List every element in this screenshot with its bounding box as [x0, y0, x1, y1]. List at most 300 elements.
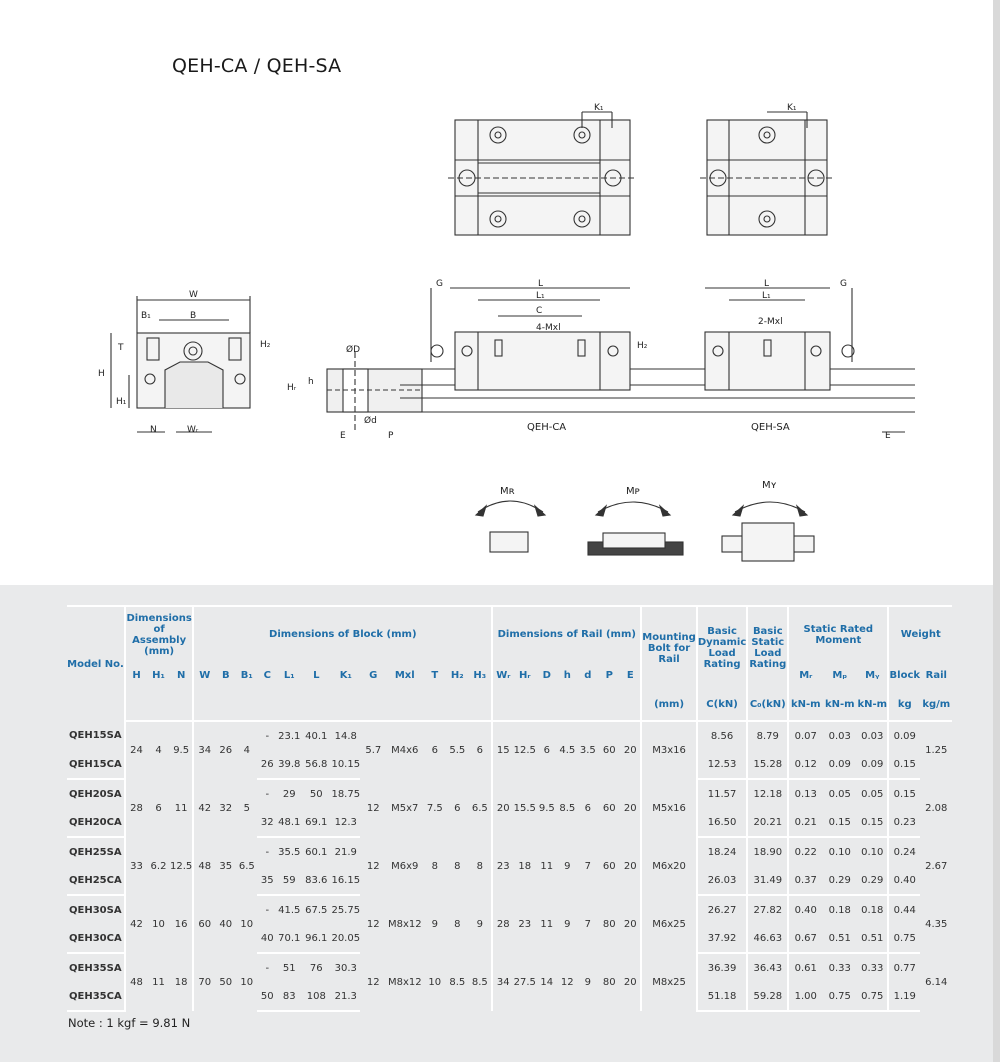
cell-l1: 41.5: [278, 904, 301, 916]
cell-h3: 6: [476, 745, 483, 756]
spec-table-body: [67, 721, 952, 1011]
unit-mr: kN-m: [788, 689, 822, 721]
cell-t: 8: [431, 860, 438, 872]
col-e: E: [626, 670, 634, 681]
cell-mp: 0.03: [828, 730, 851, 742]
cell-wr: 20: [492, 779, 513, 837]
cell-hr: 18: [518, 860, 532, 872]
cell-b: 35: [219, 860, 233, 872]
cell-block-weight: 0.23: [888, 808, 920, 837]
col-l1: L₁: [283, 670, 295, 681]
cell-k1: 20.05: [331, 924, 360, 953]
cell-my: 0.15: [857, 808, 888, 837]
unit-c0: C₀(kN): [747, 689, 788, 721]
unit-block: kg: [888, 689, 920, 721]
cell-h: 4.5: [559, 745, 576, 756]
cell-h: 28: [125, 779, 147, 837]
cell-h2: 5.5: [449, 745, 466, 756]
cell-mr: 0.12: [788, 750, 822, 779]
cell-dynamic-load: 16.50: [697, 808, 747, 837]
cell-block-weight: 1.19: [888, 982, 920, 1011]
unit-c: C(kN): [697, 689, 747, 721]
cell-rail-weight: 2.08: [925, 802, 948, 814]
unit-bolt: (mm): [641, 689, 697, 721]
cell-p: 60: [602, 745, 616, 756]
col-d-small: d: [584, 670, 592, 681]
cell-g: 5.7: [365, 745, 382, 756]
table-row: [67, 837, 952, 866]
cell-d: 6: [543, 745, 550, 756]
label-h1: H₁: [116, 397, 127, 407]
cell-hr: 12.5: [513, 745, 536, 756]
top-view-sa: [700, 112, 834, 235]
col-h-small: h: [563, 670, 571, 681]
cell-static-load: 31.49: [747, 866, 788, 895]
cell-k1: 21.3: [331, 982, 360, 1011]
label-mp: Mᴘ: [626, 486, 640, 497]
cell-mp: 0.75: [822, 982, 857, 1011]
cell-h3: 8: [476, 860, 483, 872]
page-title: QEH-CA / QEH-SA: [172, 55, 342, 77]
cell-h2: 8: [454, 860, 461, 872]
cell-model: QEH15CA: [67, 750, 125, 779]
cell-bolt: M8x25: [641, 953, 697, 1011]
cell-g: 12: [366, 802, 380, 814]
cell-h1: 6.2: [150, 860, 167, 872]
cell-rail-weight: 1.25: [925, 745, 948, 756]
cell-c: 32: [257, 808, 277, 837]
cell-n: 11: [174, 802, 188, 814]
cell-my: 0.05: [861, 788, 884, 800]
cell-w: 42: [193, 779, 215, 837]
cell-block-weight: 0.15: [888, 779, 920, 808]
cell-k1: 21.9: [334, 846, 357, 858]
cell-h2: 8.5: [449, 976, 466, 988]
cell-c: 35: [257, 866, 277, 895]
moment-mr-diagram: [476, 501, 545, 552]
cell-static-load: 15.28: [747, 750, 788, 779]
cell-c: 50: [257, 982, 277, 1011]
cell-my: 0.75: [857, 982, 888, 1011]
cell-h3: 6.5: [471, 802, 488, 814]
cell-l1: 83: [277, 982, 301, 1011]
cell-my: 0.03: [861, 730, 884, 742]
cell-h: 8.5: [559, 802, 576, 814]
cell-b1: 5: [243, 802, 250, 814]
cell-l: 50: [309, 788, 323, 800]
col-g: G: [369, 670, 378, 681]
cell-w: 34: [193, 721, 215, 779]
label-h2-side: H₂: [637, 341, 648, 351]
side-block-ca: [431, 288, 630, 390]
label-g-right: G: [840, 279, 847, 289]
cell-my: 0.51: [857, 924, 888, 953]
label-w: W: [189, 290, 198, 300]
cell-c: -: [265, 730, 270, 742]
cell-mxl: M8x12: [387, 918, 422, 930]
cell-l1: 23.1: [278, 730, 301, 742]
spec-table-section: [0, 585, 993, 1062]
cell-model: QEH25CA: [67, 866, 125, 895]
label-k1-top-sa: K₁: [787, 103, 797, 113]
label-h2: H₂: [260, 340, 271, 350]
cell-my: 0.10: [861, 846, 884, 858]
cell-wr: 28: [492, 895, 513, 953]
cell-my: 0.18: [861, 904, 884, 916]
cell-wr: 15: [492, 721, 513, 779]
cell-h2: 8: [454, 918, 461, 930]
cell-mp: 0.18: [828, 904, 851, 916]
cell-wr: 23: [492, 837, 513, 895]
cell-mxl: M5x7: [391, 802, 419, 814]
cell-mr: 0.37: [788, 866, 822, 895]
cell-g: 12: [366, 976, 380, 988]
cell-c: -: [265, 962, 270, 974]
col-mxl: Mxl: [394, 670, 415, 681]
label-b1: B₁: [141, 311, 151, 321]
cell-static-load: 36.43: [747, 953, 788, 982]
cell-mr: 0.40: [788, 895, 822, 924]
cell-model: QEH20SA: [69, 788, 122, 800]
cell-c: -: [265, 788, 270, 800]
cell-h: 42: [125, 895, 147, 953]
unit-my: kN-m: [857, 689, 888, 721]
label-l-sa: L: [764, 279, 770, 289]
cell-b: 50: [219, 976, 233, 988]
cell-p: 60: [602, 860, 616, 872]
col-h: H: [125, 662, 147, 689]
cell-hr: 23: [518, 918, 532, 930]
cell-l: 67.5: [305, 904, 328, 916]
cell-d: 6: [584, 802, 591, 814]
cell-k1: 18.75: [331, 788, 361, 800]
col-h2: H₂: [450, 670, 464, 681]
col-b1: B₁: [240, 670, 253, 681]
header-static-load: Basic Static Load Rating: [747, 606, 788, 689]
cell-mp: 0.10: [828, 846, 851, 858]
cell-bolt: M3x16: [641, 721, 697, 779]
cell-l1: 59: [277, 866, 301, 895]
col-t: T: [431, 670, 439, 681]
unit-rail: kg/m: [920, 689, 952, 721]
caption-qeh-ca: QEH-CA: [527, 422, 567, 433]
cell-h1: 6: [155, 802, 162, 814]
cell-my: 0.33: [861, 962, 884, 974]
cell-model: QEH30CA: [67, 924, 125, 953]
cell-d: 11: [540, 860, 554, 872]
cell-n: 18: [174, 976, 188, 988]
label-b: B: [190, 311, 197, 321]
cell-k1: 10.15: [331, 750, 360, 779]
cell-rail-weight: 6.14: [925, 976, 948, 988]
cell-e: 20: [623, 918, 637, 930]
cell-g: 12: [366, 918, 380, 930]
cell-c: -: [265, 846, 270, 858]
cell-d: 9.5: [538, 802, 555, 814]
label-hr: Hᵣ: [287, 383, 297, 393]
col-wr: Wᵣ: [492, 662, 513, 689]
cell-l: 83.6: [301, 866, 331, 895]
cell-t: 9: [431, 918, 438, 930]
cell-block-weight: 0.09: [888, 721, 920, 750]
cell-d: 7: [584, 860, 591, 872]
cell-k1: 25.75: [331, 904, 361, 916]
header-rail: Dimensions of Rail (mm): [492, 606, 641, 662]
cell-model: QEH35SA: [69, 962, 122, 974]
cell-l: 96.1: [301, 924, 331, 953]
cell-k1: 30.3: [334, 962, 357, 974]
header-assembly: Dimensions of Assembly (mm): [125, 606, 193, 662]
label-g-left: G: [436, 279, 443, 289]
moment-my-diagram: [722, 502, 814, 561]
cell-dynamic-load: 51.18: [697, 982, 747, 1011]
moment-mp-diagram: [588, 502, 683, 555]
cell-k1: 12.3: [331, 808, 360, 837]
col-w: W: [193, 662, 215, 689]
cell-model: QEH30SA: [69, 904, 122, 916]
cell-dynamic-load: 8.56: [697, 721, 747, 750]
cell-l: 56.8: [301, 750, 331, 779]
cell-my: 0.29: [857, 866, 888, 895]
caption-qeh-sa: QEH-SA: [751, 422, 790, 433]
cell-dynamic-load: 26.03: [697, 866, 747, 895]
cell-mr: 0.61: [788, 953, 822, 982]
cell-rail-weight: 2.67: [925, 860, 948, 872]
cell-l: 108: [301, 982, 331, 1011]
col-rail: Rail: [925, 670, 947, 681]
cell-model: QEH20CA: [67, 808, 125, 837]
cell-h: 48: [125, 953, 147, 1011]
cell-b1: 6.5: [238, 860, 255, 872]
cell-d: 7: [584, 918, 591, 930]
cell-block-weight: 0.75: [888, 924, 920, 953]
cell-p: 60: [602, 802, 616, 814]
col-mp: Mₚ: [832, 670, 848, 681]
label-h: H: [98, 369, 105, 379]
cell-h1: 10: [152, 918, 165, 930]
cell-n: 9.5: [173, 745, 190, 756]
label-l1-sa: L₁: [762, 291, 771, 301]
cell-w: 70: [193, 953, 215, 1011]
cell-mp: 0.15: [822, 808, 857, 837]
cell-b1: 4: [243, 745, 250, 756]
label-wr: Wᵣ: [187, 425, 199, 435]
cell-h: 24: [125, 721, 147, 779]
label-e-left: E: [340, 431, 346, 441]
cell-b: 40: [219, 918, 233, 930]
label-4mxl: 4-Mxl: [536, 323, 561, 333]
cell-d: 3.5: [579, 745, 596, 756]
cell-e: 20: [623, 860, 637, 872]
cell-e: 20: [623, 802, 637, 814]
cell-h: 9: [564, 918, 571, 930]
cell-bolt: M6x20: [641, 837, 697, 895]
cell-l: 69.1: [301, 808, 331, 837]
cell-static-load: 27.82: [747, 895, 788, 924]
cell-mr: 0.13: [788, 779, 822, 808]
cell-dynamic-load: 36.39: [697, 953, 747, 982]
cell-l1: 35.5: [278, 846, 301, 858]
cell-block-weight: 0.15: [888, 750, 920, 779]
table-row: [67, 895, 952, 924]
cell-dynamic-load: 26.27: [697, 895, 747, 924]
header-static-moment: Static Rated Moment: [788, 606, 888, 662]
label-l1-ca: L₁: [536, 291, 545, 301]
cell-model: QEH35CA: [67, 982, 125, 1011]
cell-dynamic-load: 11.57: [697, 779, 747, 808]
col-k1: K₁: [339, 670, 352, 681]
cell-mp: 0.33: [828, 962, 851, 974]
cell-t: 6: [431, 745, 438, 756]
cell-h3: 9: [476, 918, 483, 930]
cell-mp: 0.51: [822, 924, 857, 953]
side-block-sa: [705, 288, 905, 432]
col-p: P: [605, 670, 613, 681]
cell-static-load: 18.90: [747, 837, 788, 866]
cell-g: 12: [366, 860, 380, 872]
cell-l1: 39.8: [277, 750, 301, 779]
cell-mxl: M4x6: [391, 745, 419, 756]
cell-h1: 4: [155, 745, 162, 756]
cell-mxl: M6x9: [391, 860, 419, 872]
cell-h2: 6: [454, 802, 461, 814]
cell-mp: 0.09: [822, 750, 857, 779]
table-row: [67, 779, 952, 808]
note: Note : 1 kgf = 9.81 N: [68, 1016, 191, 1030]
cell-model: QEH15SA: [69, 730, 122, 741]
cell-mr: 0.22: [788, 837, 822, 866]
label-t: T: [118, 343, 124, 353]
cell-l: 60.1: [305, 846, 328, 858]
cell-static-load: 46.63: [747, 924, 788, 953]
cell-c: 26: [257, 750, 277, 779]
header-block: Dimensions of Block (mm): [193, 606, 492, 662]
label-e-right: E: [885, 431, 891, 441]
cell-t: 7.5: [426, 802, 443, 814]
cell-c: 40: [257, 924, 277, 953]
col-hr: Hᵣ: [519, 670, 531, 681]
cell-h: 9: [564, 860, 571, 872]
col-block: Block: [888, 662, 920, 689]
cell-dynamic-load: 18.24: [697, 837, 747, 866]
cell-l: 40.1: [305, 730, 328, 742]
cell-mr: 0.67: [788, 924, 822, 953]
cell-block-weight: 0.44: [888, 895, 920, 924]
cell-static-load: 8.79: [747, 721, 788, 750]
cell-h1: 11: [152, 976, 165, 988]
header-mounting-bolt: Mounting Bolt for Rail: [641, 606, 697, 689]
cell-h: 33: [125, 837, 147, 895]
col-h1: H₁: [152, 670, 165, 681]
cell-w: 60: [193, 895, 215, 953]
header-model-no: Model No.: [67, 606, 125, 721]
cell-h: 12: [560, 976, 574, 988]
cell-l1: 29: [282, 788, 296, 800]
cell-e: 20: [623, 976, 637, 988]
cell-d: 9: [584, 976, 591, 988]
cell-wr: 34: [492, 953, 513, 1011]
label-my: Mʏ: [762, 480, 777, 491]
cell-mr: 0.07: [788, 721, 822, 750]
cell-h3: 8.5: [471, 976, 488, 988]
cell-block-weight: 0.77: [888, 953, 920, 982]
cell-static-load: 20.21: [747, 808, 788, 837]
end-view: [111, 296, 250, 432]
cell-mxl: M8x12: [387, 976, 422, 988]
label-k1-top-ca: K₁: [594, 103, 604, 113]
cell-l1: 48.1: [277, 808, 301, 837]
cell-d: 14: [540, 976, 554, 988]
cell-static-load: 59.28: [747, 982, 788, 1011]
col-l: L: [313, 670, 320, 681]
col-c: C: [263, 670, 271, 681]
cell-mp: 0.29: [822, 866, 857, 895]
cell-b: 32: [219, 802, 233, 814]
cell-dynamic-load: 37.92: [697, 924, 747, 953]
cell-dynamic-load: 12.53: [697, 750, 747, 779]
unit-mp: kN-m: [822, 689, 857, 721]
cell-block-weight: 0.24: [888, 837, 920, 866]
cell-my: 0.09: [857, 750, 888, 779]
label-c: C: [536, 306, 543, 316]
cell-t: 10: [428, 976, 442, 988]
cell-b: 26: [219, 745, 233, 756]
col-my: Mᵧ: [865, 670, 880, 681]
col-b: B: [221, 670, 230, 681]
cell-b1: 10: [240, 976, 254, 988]
col-mr: Mᵣ: [788, 662, 822, 689]
label-mr: Mʀ: [500, 486, 515, 497]
cell-hr: 15.5: [513, 802, 536, 814]
cell-l1: 70.1: [277, 924, 301, 953]
cell-mr: 0.21: [788, 808, 822, 837]
spec-table: [67, 605, 952, 1012]
cell-b1: 10: [240, 918, 254, 930]
col-d-big: D: [542, 670, 551, 681]
cell-n: 12.5: [170, 860, 193, 872]
cell-w: 48: [193, 837, 215, 895]
cell-c: -: [265, 904, 270, 916]
col-n: N: [176, 670, 186, 681]
table-row: [67, 721, 952, 750]
cell-p: 80: [602, 976, 616, 988]
cell-static-load: 12.18: [747, 779, 788, 808]
cell-k1: 16.15: [331, 866, 360, 895]
table-row: [67, 953, 952, 982]
cell-block-weight: 0.40: [888, 866, 920, 895]
label-n: N: [150, 425, 157, 435]
cell-k1: 14.8: [334, 730, 357, 742]
cell-hr: 27.5: [513, 976, 536, 988]
cell-l: 76: [309, 962, 323, 974]
cell-p: 80: [602, 918, 616, 930]
cell-mp: 0.05: [828, 788, 851, 800]
label-d-small: Ød: [364, 416, 377, 426]
label-d-big: ØD: [346, 345, 361, 355]
top-view-ca: [448, 112, 637, 235]
header-weight: Weight: [888, 606, 952, 662]
label-h-small: h: [308, 377, 314, 387]
col-h3: H₃: [473, 670, 487, 681]
label-p: P: [388, 431, 394, 441]
label-l-ca: L: [538, 279, 544, 289]
cell-e: 20: [623, 745, 637, 756]
cell-bolt: M6x25: [641, 895, 697, 953]
cell-d: 11: [540, 918, 554, 930]
cell-rail-weight: 4.35: [925, 918, 948, 930]
cell-bolt: M5x16: [641, 779, 697, 837]
cell-n: 16: [174, 918, 188, 930]
